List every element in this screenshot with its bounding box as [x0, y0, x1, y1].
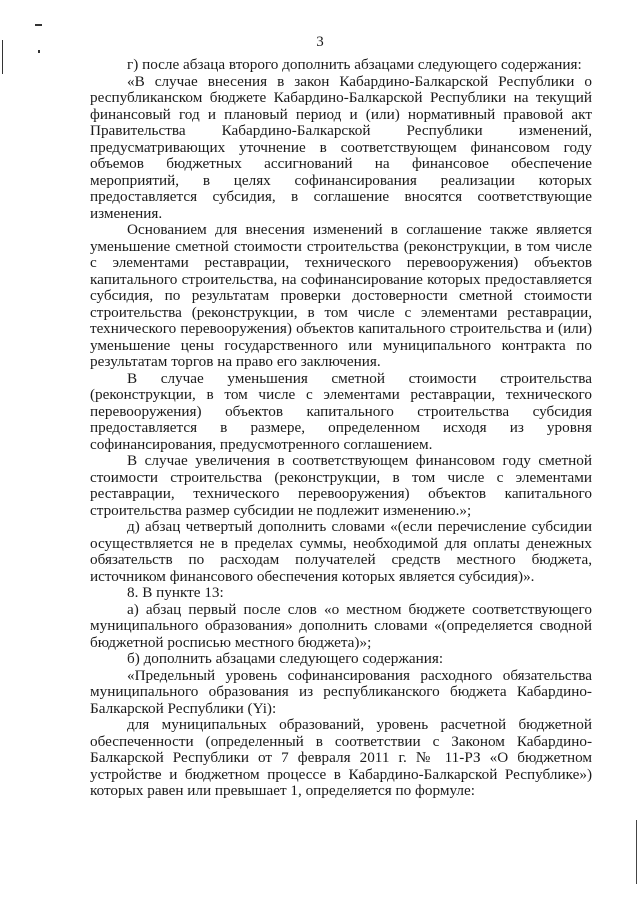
scan-mark-right-bottom	[636, 820, 637, 884]
scan-mark-left-top	[2, 40, 3, 74]
paragraph: «В случае внесения в закон Кабардино-Балкарской Республики о республиканском бюджете Кабардино-Балкарской Республики на текущий финансовый год и плановый период и (или) нормативный правовой акт Правительства Кабардино-Балкарской Республики изменений, предусматривающих уточнение в соответствующем финансовом году объемов бюджетных ассигнований на финансовое обеспечение мероприятий, в целях софинансирования реализации которых предоставляется субсидия, в соглашение вносятся соответствующие изменения.	[90, 72, 592, 222]
page-number: 3	[316, 34, 324, 50]
paragraph: д) абзац четвертый дополнить словами «(если перечисление субсидии осуществляется не в пределах суммы, необходимой для оплаты денежных обязательств по расходам получателей средств местного бюджета, источником финансового обеспечения которых является субсидия)».	[90, 518, 592, 585]
scan-dot-left	[38, 50, 40, 53]
paragraph: 8. В пункте 13:	[127, 584, 224, 601]
paragraph: для муниципальных образований, уровень расчетной бюджетной обеспеченности (определенный в соответствии с Законом Кабардино-Балкарской Республики от 7 февраля 2011 г. № 11-РЗ «О бюджетном устройстве и бюджетном процессе в Кабардино-Балкарской Республике») которых равен или превышает 1, определяется по формуле:	[90, 716, 592, 799]
paragraph: б) дополнить абзацами следующего содержания:	[127, 650, 444, 667]
paragraph: В случае уменьшения сметной стоимости строительства (реконструкции, в том числе с элементами реставрации, технического перевооружения) объектов капитального строительства субсидия предоставляется в размере, определенном исходя из уровня софинансирования, предусмотренного соглашением.	[90, 369, 592, 453]
paragraph: В случае увеличения в соответствующем финансовом году сметной стоимости строительства (реконструкции, в том числе с элементами реставрации, технического перевооружения) объектов капитального строительства размер субсидии не подлежит изменению.»;	[90, 452, 592, 519]
paragraph: а) абзац первый после слов «о местном бюджете соответствующего муниципального образования» дополнить словами «(определяется сводной бюджетной росписью местного бюджета)»;	[90, 600, 592, 651]
paragraph: г) после абзаца второго дополнить абзацами следующего содержания:	[127, 56, 582, 73]
paragraph: Основанием для внесения изменений в соглашение также является уменьшение сметной стоимости строительства (реконструкции, в том числе с элементами реставрации, технического перевооружения) объектов капитального строительства, на софинансирование которых предоставляется субсидия, по результатам проверки достоверности сметной стоимости строительства (реконструкции, в том числе с элементами реставрации, технического перевооружения) объектов капитального строительства и (или) уменьшение цены государственного или муниципального контракта по результатам торгов на право его заключения.	[90, 221, 592, 370]
document-body	[90, 57, 592, 800]
paragraph: «Предельный уровень софинансирования расходного обязательства муниципального образования из республиканского бюджета Кабардино-Балкарской Республики (Yi):	[90, 666, 592, 717]
scan-dot-top-left	[35, 24, 42, 26]
